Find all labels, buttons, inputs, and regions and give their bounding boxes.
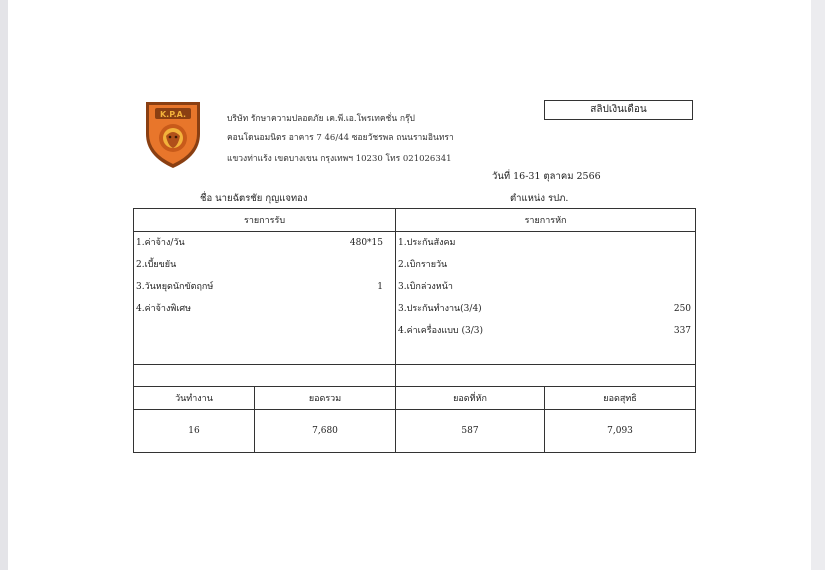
list-item: 3.วันหยุดนักขัตฤกษ์ 1 <box>136 282 384 292</box>
list-item: 3.เบิกล่วงหน้า <box>398 282 453 292</box>
deducted-header: ยอดที่หัก <box>396 387 545 410</box>
list-item: 2.เบี้ยขยัน <box>136 260 177 270</box>
company-logo-icon <box>142 98 204 170</box>
net-value: 7,093 <box>545 410 696 453</box>
workdays-header: วันทำงาน <box>134 387 255 410</box>
employee-position: ตำแหน่ง รปภ. <box>510 193 569 204</box>
total-header: ยอดรวม <box>255 387 396 410</box>
logo-text: K.P.A. <box>159 110 187 119</box>
employee-name: ชื่อ นายฉัตรชัย กุญแจทอง <box>200 193 308 204</box>
pay-period-date: วันที่ 16-31 ตุลาคม 2566 <box>492 171 601 182</box>
list-item: 1.ประกันสังคม <box>398 238 456 248</box>
company-address: คอนโดนอมนิตร อาคาร 7 46/44 ซอยวัชรพล ถนนรามอินทรา <box>227 133 454 143</box>
deduction-list <box>396 232 696 365</box>
payslip-table <box>133 208 696 453</box>
list-item: 4.ค่าจ้างพิเศษ <box>136 304 192 314</box>
company-district: แขวงท่าแร้ง เขตบางเขน กรุงเทพฯ 10230 โทร 021026341 <box>227 154 452 164</box>
list-item: 1.ค่าจ้าง/วัน 480*15 <box>136 238 384 248</box>
viewer-right-edge <box>811 0 825 570</box>
list-item: 2.เบิกรายวัน <box>398 260 448 270</box>
income-header: รายการรับ <box>134 209 396 232</box>
workdays-value: 16 <box>134 410 255 453</box>
list-item: 4.ค่าเครื่องแบบ (3/3) 337 <box>398 326 692 336</box>
blank-cell <box>396 365 696 387</box>
list-item: 3.ประกันทำงาน(3/4) 250 <box>398 304 692 314</box>
net-header: ยอดสุทธิ <box>545 387 696 410</box>
total-value: 7,680 <box>255 410 396 453</box>
deduction-header: รายการหัก <box>396 209 696 232</box>
viewer-left-edge <box>0 0 8 570</box>
income-list <box>134 232 396 365</box>
deducted-value: 587 <box>396 410 545 453</box>
blank-cell <box>134 365 396 387</box>
slip-title: สลิปเงินเดือน <box>544 100 693 120</box>
company-name: บริษัท รักษาความปลอดภัย เค.พี.เอ.โพรเทคชั่น กรุ๊ป <box>227 114 415 124</box>
